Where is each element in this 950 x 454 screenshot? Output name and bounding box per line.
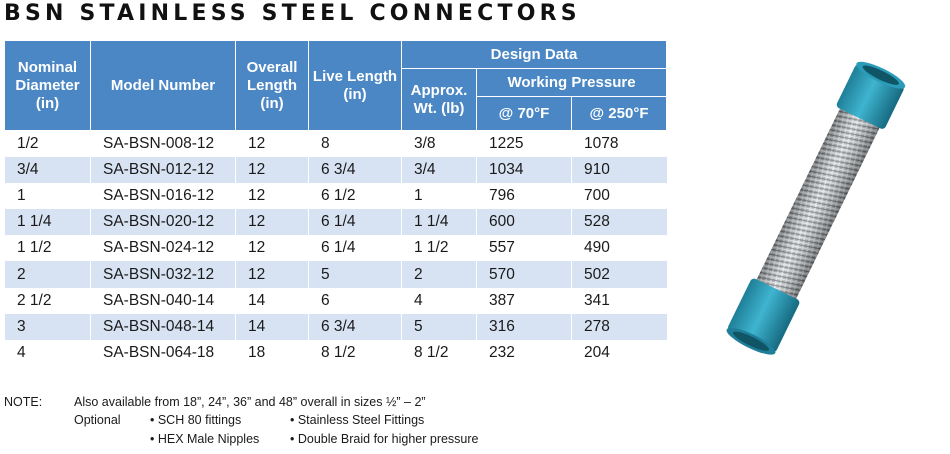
table-row: [5, 183, 667, 209]
cell-model: SA-BSN-020-12: [91, 209, 236, 235]
cell-p250: 490: [572, 235, 667, 261]
cell-weight: 1 1/2: [402, 235, 477, 261]
cell-p70: 570: [477, 261, 572, 287]
cell-weight: 2: [402, 261, 477, 287]
cell-weight: 8 1/2: [402, 340, 477, 366]
cell-weight: 3/4: [402, 157, 477, 183]
cell-overall: 18: [236, 340, 309, 366]
cell-overall: 12: [236, 261, 309, 287]
cell-model: SA-BSN-016-12: [91, 183, 236, 209]
cell-p70: 557: [477, 235, 572, 261]
table-row: [5, 261, 667, 287]
cell-p250: 528: [572, 209, 667, 235]
cell-p70: 232: [477, 340, 572, 366]
cell-model: SA-BSN-064-18: [91, 340, 236, 366]
table-row: [5, 157, 667, 183]
cell-model: SA-BSN-032-12: [91, 261, 236, 287]
header-250f: @ 250°F: [572, 97, 667, 131]
cell-nominal: 1: [5, 183, 91, 209]
cell-p70: 796: [477, 183, 572, 209]
note-option: • HEX Male Nipples: [150, 432, 260, 446]
cell-overall: 12: [236, 209, 309, 235]
cell-p70: 1225: [477, 131, 572, 157]
table-row: [5, 209, 667, 235]
note-option: • SCH 80 fittings: [150, 413, 242, 427]
cell-model: SA-BSN-048-14: [91, 314, 236, 340]
page-title: BSN STAINLESS STEEL CONNECTORS: [4, 1, 581, 26]
cell-live: 6 1/4: [309, 209, 402, 235]
cell-model: SA-BSN-012-12: [91, 157, 236, 183]
cell-overall: 14: [236, 288, 309, 314]
cell-weight: 4: [402, 288, 477, 314]
cell-live: 6: [309, 288, 402, 314]
header-weight: Approx. Wt. (lb): [402, 69, 477, 131]
hose-connector-image: [680, 60, 950, 360]
cell-nominal: 2 1/2: [5, 288, 91, 314]
cell-overall: 12: [236, 131, 309, 157]
cell-nominal: 4: [5, 340, 91, 366]
cell-p250: 502: [572, 261, 667, 287]
cell-weight: 3/8: [402, 131, 477, 157]
cell-overall: 14: [236, 314, 309, 340]
cell-model: SA-BSN-040-14: [91, 288, 236, 314]
cell-live: 8 1/2: [309, 340, 402, 366]
spec-table: [4, 40, 667, 366]
header-nominal: Nominal Diameter (in): [5, 41, 91, 131]
note-option: • Double Braid for higher pressure: [290, 432, 479, 446]
header-working-pressure: Working Pressure: [477, 69, 667, 97]
cell-live: 8: [309, 131, 402, 157]
table-row: [5, 288, 667, 314]
cell-p70: 387: [477, 288, 572, 314]
table-row: [5, 314, 667, 340]
cell-overall: 12: [236, 183, 309, 209]
cell-p250: 341: [572, 288, 667, 314]
cell-live: 6 3/4: [309, 157, 402, 183]
header-70f: @ 70°F: [477, 97, 572, 131]
header-live: Live Length (in): [309, 41, 402, 131]
cell-weight: 1: [402, 183, 477, 209]
cell-p250: 278: [572, 314, 667, 340]
cell-live: 5: [309, 261, 402, 287]
cell-p250: 700: [572, 183, 667, 209]
cell-nominal: 1/2: [5, 131, 91, 157]
header-model: Model Number: [91, 41, 236, 131]
cell-p250: 1078: [572, 131, 667, 157]
table-row: [5, 131, 667, 157]
cell-p70: 316: [477, 314, 572, 340]
header-design-data: Design Data: [402, 41, 667, 69]
note-availability: Also available from 18”, 24”, 36” and 48” overall in sizes ½” – 2”: [74, 395, 426, 409]
cell-model: SA-BSN-024-12: [91, 235, 236, 261]
cell-nominal: 2: [5, 261, 91, 287]
cell-p70: 600: [477, 209, 572, 235]
cell-nominal: 3: [5, 314, 91, 340]
cell-live: 6 1/2: [309, 183, 402, 209]
cell-nominal: 1 1/2: [5, 235, 91, 261]
note-label: NOTE:: [4, 395, 43, 409]
cell-live: 6 1/4: [309, 235, 402, 261]
cell-live: 6 3/4: [309, 314, 402, 340]
header-overall: Overall Length (in): [236, 41, 309, 131]
table-row: [5, 340, 667, 366]
note-option: • Stainless Steel Fittings: [290, 413, 425, 427]
table-row: [5, 235, 667, 261]
cell-p70: 1034: [477, 157, 572, 183]
cell-nominal: 1 1/4: [5, 209, 91, 235]
cell-overall: 12: [236, 157, 309, 183]
cell-weight: 5: [402, 314, 477, 340]
cell-model: SA-BSN-008-12: [91, 131, 236, 157]
cell-weight: 1 1/4: [402, 209, 477, 235]
spec-table-body: [5, 131, 667, 367]
cell-overall: 12: [236, 235, 309, 261]
cell-p250: 204: [572, 340, 667, 366]
cell-nominal: 3/4: [5, 157, 91, 183]
cell-p250: 910: [572, 157, 667, 183]
note-optional-label: Optional: [74, 413, 121, 427]
